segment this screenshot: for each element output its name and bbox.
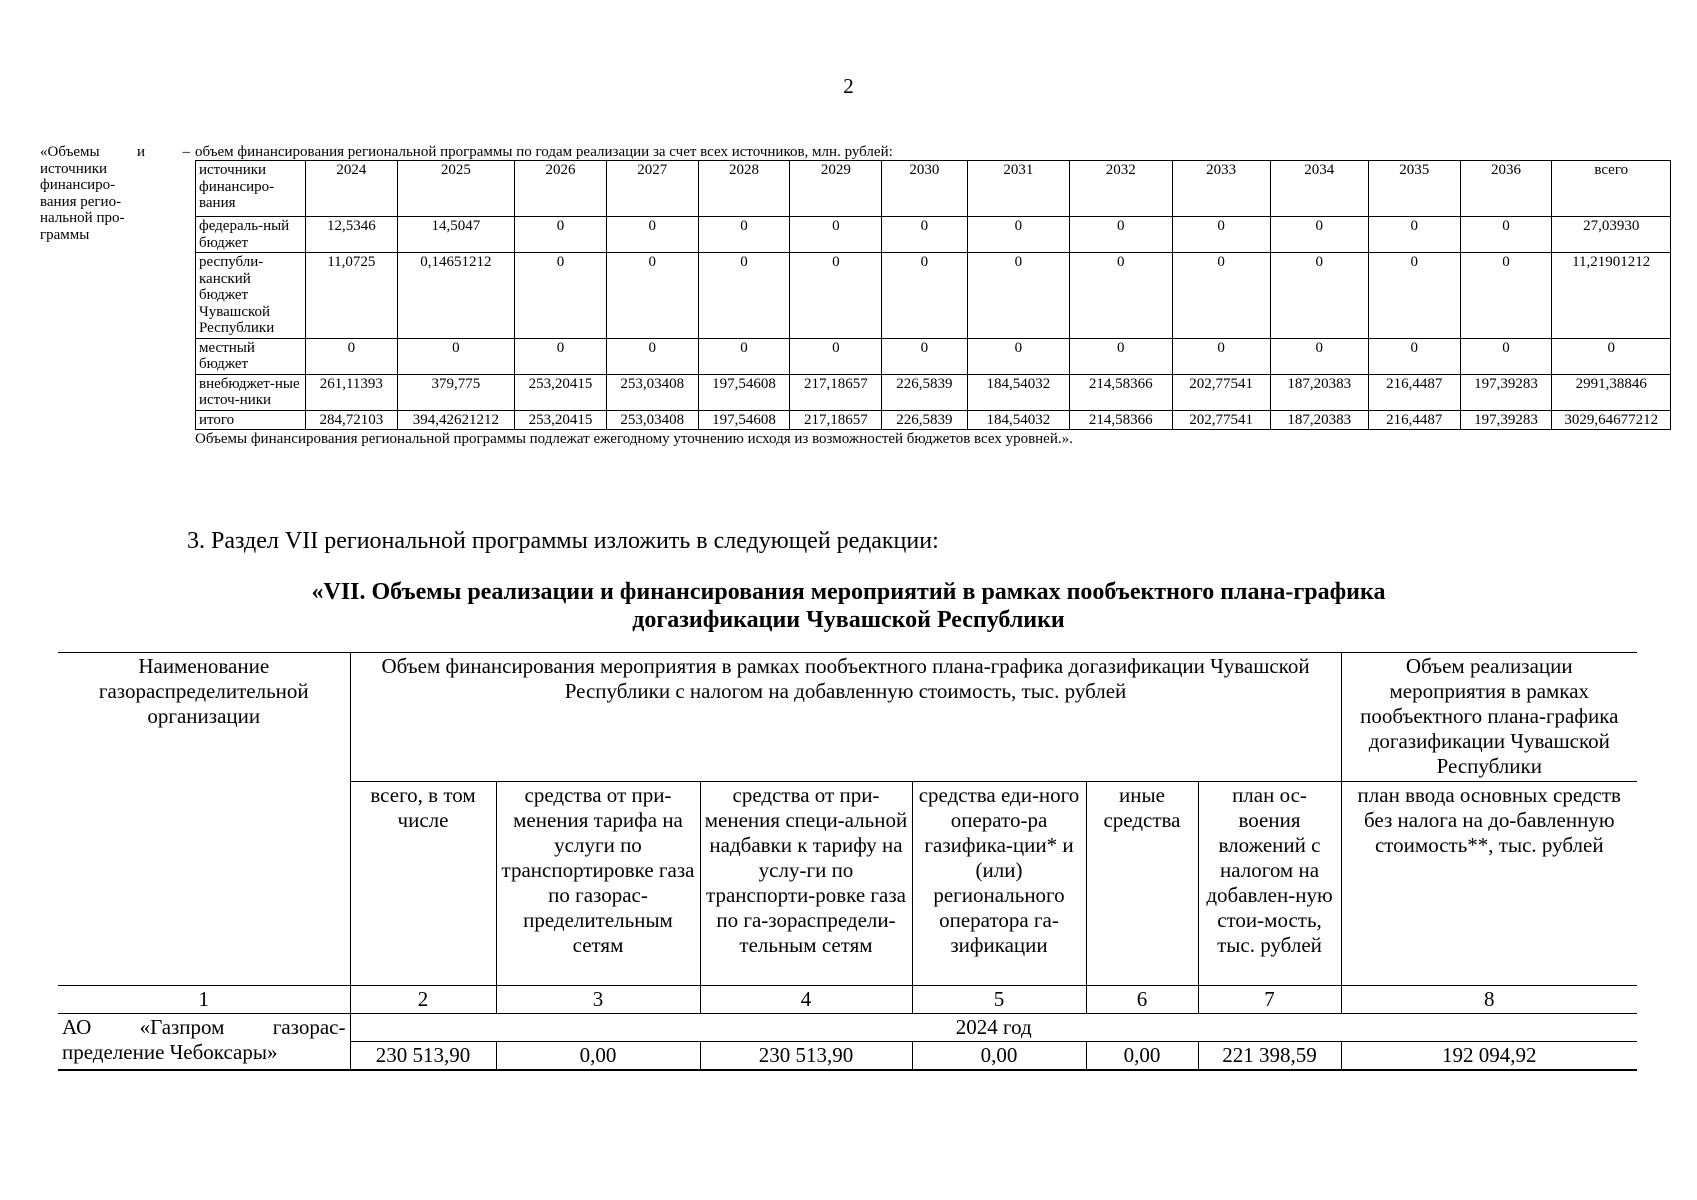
value-cell: 217,18657 bbox=[790, 410, 882, 430]
value-cell: 0 bbox=[967, 338, 1069, 374]
value-cell: 0 bbox=[698, 338, 790, 374]
financing-row-extrabudget bbox=[196, 374, 1671, 410]
value-cell: 0 bbox=[1172, 338, 1270, 374]
financing-table bbox=[195, 160, 1671, 430]
value-cell: 0 bbox=[606, 338, 698, 374]
row-source: федераль-ный бюджет bbox=[196, 217, 306, 253]
value-cell: 0 bbox=[1172, 253, 1270, 339]
row-source: местный бюджет bbox=[196, 338, 306, 374]
value-cell: 0,00 bbox=[912, 1042, 1086, 1071]
row-source: итого bbox=[196, 410, 306, 430]
value-cell: 0 bbox=[790, 253, 882, 339]
value-cell: 0 bbox=[1070, 217, 1172, 253]
value-cell: 197,39283 bbox=[1460, 410, 1552, 430]
header-cell: 2036 bbox=[1460, 161, 1552, 217]
value-cell: 0 bbox=[397, 338, 514, 374]
value-cell: 0 bbox=[1270, 338, 1368, 374]
value-cell: 0 bbox=[1270, 217, 1368, 253]
label-word-volumes: «Объемы bbox=[40, 144, 100, 160]
subheader-commissioning-plan: план ввода основных средств без налога на до-бавленную стоимость**, тыс. рублей bbox=[1341, 782, 1637, 986]
financing-group-header: Объем финансирования мероприятия в рамках пообъектного плана-графика догазификации Чувашской Республики с налогом на добавленную стоимость, тыс. рублей bbox=[350, 653, 1341, 782]
value-cell: 0 bbox=[1368, 217, 1460, 253]
value-cell: 253,20415 bbox=[515, 374, 607, 410]
org-name-line-2: пределение Чебоксары» bbox=[62, 1040, 278, 1064]
value-cell: 0 bbox=[1070, 253, 1172, 339]
org-name-part: «Газпром bbox=[139, 1015, 225, 1039]
value-cell: 261,11393 bbox=[305, 374, 397, 410]
header-cell: 2031 bbox=[967, 161, 1069, 217]
value-cell: 0 bbox=[698, 253, 790, 339]
value-cell: 221 398,59 bbox=[1198, 1042, 1341, 1071]
header-cell: 2035 bbox=[1368, 161, 1460, 217]
header-cell: источники финансиро-вания bbox=[196, 161, 306, 217]
value-cell: 12,5346 bbox=[305, 217, 397, 253]
value-cell: 0 bbox=[305, 338, 397, 374]
label-dash: – bbox=[182, 144, 190, 160]
column-number: 7 bbox=[1198, 986, 1341, 1014]
value-cell: 214,58366 bbox=[1070, 374, 1172, 410]
value-cell: 216,4487 bbox=[1368, 374, 1460, 410]
header-cell: 2026 bbox=[515, 161, 607, 217]
value-cell: 0 bbox=[1368, 253, 1460, 339]
row-source: внебюджет-ные источ-ники bbox=[196, 374, 306, 410]
value-cell: 11,21901212 bbox=[1552, 253, 1671, 339]
value-cell: 216,4487 bbox=[1368, 410, 1460, 430]
value-cell: 0 bbox=[882, 253, 967, 339]
subheader-other: иные средства bbox=[1086, 782, 1198, 986]
value-cell: 202,77541 bbox=[1172, 374, 1270, 410]
header-cell: 2024 bbox=[305, 161, 397, 217]
header-cell: 2028 bbox=[698, 161, 790, 217]
org-name-part: АО bbox=[62, 1015, 92, 1039]
paragraph-3: 3. Раздел VII региональной программы изложить в следующей редакции: bbox=[187, 528, 939, 554]
value-cell: 253,03408 bbox=[606, 374, 698, 410]
header-cell: 2030 bbox=[882, 161, 967, 217]
column-number: 8 bbox=[1341, 986, 1637, 1014]
financing-note: Объемы финансирования региональной программы подлежат ежегодному уточнению исходя из возможностей бюджетов всех уровней.». bbox=[195, 431, 1073, 447]
header-cell: 2027 bbox=[606, 161, 698, 217]
value-cell: 187,20383 bbox=[1270, 374, 1368, 410]
column-number: 3 bbox=[496, 986, 700, 1014]
value-cell: 230 513,90 bbox=[350, 1042, 496, 1071]
page-number: 2 bbox=[843, 74, 854, 98]
value-cell: 11,0725 bbox=[305, 253, 397, 339]
header-cell: 2029 bbox=[790, 161, 882, 217]
financing-block bbox=[195, 144, 1671, 448]
section-title-line-1: «VII. Объемы реализации и финансирования мероприятий в рамках пообъектного плана-графика bbox=[311, 579, 1386, 605]
value-cell: 184,54032 bbox=[967, 374, 1069, 410]
value-cell: 0 bbox=[515, 253, 607, 339]
value-cell: 27,03930 bbox=[1552, 217, 1671, 253]
value-cell: 0 bbox=[1070, 338, 1172, 374]
value-cell: 0 bbox=[606, 253, 698, 339]
value-cell: 0 bbox=[1368, 338, 1460, 374]
value-cell: 14,5047 bbox=[397, 217, 514, 253]
financing-row-total bbox=[196, 410, 1671, 430]
plan-table-wrapper bbox=[58, 652, 1637, 1071]
header-cell: 2032 bbox=[1070, 161, 1172, 217]
value-cell: 0 bbox=[515, 338, 607, 374]
value-cell: 379,775 bbox=[397, 374, 514, 410]
value-cell: 253,03408 bbox=[606, 410, 698, 430]
value-cell: 0 bbox=[515, 217, 607, 253]
value-cell: 0 bbox=[967, 217, 1069, 253]
column-number: 6 bbox=[1086, 986, 1198, 1014]
value-cell: 0 bbox=[1460, 217, 1552, 253]
financing-row-republican bbox=[196, 253, 1671, 339]
label-rest: источники финансиро-вания регио-нальной про-граммы bbox=[40, 160, 125, 243]
value-cell: 2991,38846 bbox=[1552, 374, 1671, 410]
financing-row-federal bbox=[196, 217, 1671, 253]
value-cell: 0 bbox=[882, 338, 967, 374]
value-cell: 217,18657 bbox=[790, 374, 882, 410]
column-number: 1 bbox=[58, 986, 350, 1014]
plan-year-row bbox=[58, 1014, 1637, 1042]
value-cell: 192 094,92 bbox=[1341, 1042, 1637, 1071]
value-cell: 197,39283 bbox=[1460, 374, 1552, 410]
plan-column-numbers-row bbox=[58, 986, 1637, 1014]
column-number: 5 bbox=[912, 986, 1086, 1014]
value-cell: 0 bbox=[1460, 338, 1552, 374]
value-cell: 3029,64677212 bbox=[1552, 410, 1671, 430]
value-cell: 253,20415 bbox=[515, 410, 607, 430]
value-cell: 394,42621212 bbox=[397, 410, 514, 430]
year-label: 2024 год bbox=[350, 1014, 1637, 1042]
value-cell: 0,00 bbox=[496, 1042, 700, 1071]
value-cell: 0 bbox=[967, 253, 1069, 339]
value-cell: 0 bbox=[698, 217, 790, 253]
value-cell: 226,5839 bbox=[882, 374, 967, 410]
value-cell: 0 bbox=[790, 217, 882, 253]
header-cell: 2033 bbox=[1172, 161, 1270, 217]
passport-field-label bbox=[40, 144, 190, 243]
value-cell: 187,20383 bbox=[1270, 410, 1368, 430]
header-cell: 2025 bbox=[397, 161, 514, 217]
subheader-operator: средства еди-ного операто-ра газифика-ции* и (или) регионального оператора га-зификации bbox=[912, 782, 1086, 986]
financing-header-row bbox=[196, 161, 1671, 217]
org-name-line-1 bbox=[62, 1015, 346, 1040]
section-title bbox=[0, 578, 1697, 634]
plan-table bbox=[58, 652, 1637, 1071]
header-cell: 2034 bbox=[1270, 161, 1368, 217]
plan-header-row-1 bbox=[58, 653, 1637, 782]
value-cell: 0 bbox=[882, 217, 967, 253]
value-cell: 0,00 bbox=[1086, 1042, 1198, 1071]
org-name-cell bbox=[58, 1014, 350, 1071]
value-cell: 0 bbox=[1270, 253, 1368, 339]
value-cell: 184,54032 bbox=[967, 410, 1069, 430]
value-cell: 230 513,90 bbox=[700, 1042, 912, 1071]
financing-caption: объем финансирования региональной программы по годам реализации за счет всех источников, млн. рублей: bbox=[195, 144, 893, 160]
value-cell: 0 bbox=[606, 217, 698, 253]
financing-row-local bbox=[196, 338, 1671, 374]
value-cell: 0 bbox=[1172, 217, 1270, 253]
value-cell: 0,14651212 bbox=[397, 253, 514, 339]
row-source: республи-канский бюджет Чувашской Республики bbox=[196, 253, 306, 339]
subheader-tariff: средства от при-менения тарифа на услуги по транспортировке газа по газорас-пределительным сетям bbox=[496, 782, 700, 986]
column-number: 2 bbox=[350, 986, 496, 1014]
value-cell: 0 bbox=[1460, 253, 1552, 339]
value-cell: 0 bbox=[790, 338, 882, 374]
label-word-and: и bbox=[137, 144, 146, 160]
value-cell: 226,5839 bbox=[882, 410, 967, 430]
value-cell: 0 bbox=[1552, 338, 1671, 374]
value-cell: 197,54608 bbox=[698, 374, 790, 410]
org-name-part: газорас- bbox=[272, 1015, 346, 1039]
header-cell: всего bbox=[1552, 161, 1671, 217]
value-cell: 214,58366 bbox=[1070, 410, 1172, 430]
value-cell: 202,77541 bbox=[1172, 410, 1270, 430]
value-cell: 197,54608 bbox=[698, 410, 790, 430]
subheader-surcharge: средства от при-менения специ-альной надбавки к тарифу на услу-ги по транспорти-ровке газа по га-зораспредели-тельным сетям bbox=[700, 782, 912, 986]
section-title-line-2: догазификации Чувашской Республики bbox=[632, 607, 1065, 633]
subheader-total: всего, в том числе bbox=[350, 782, 496, 986]
implementation-group-header: Объем реализации мероприятия в рамках пообъектного плана-графика догазификации Чувашской Республики bbox=[1341, 653, 1637, 782]
column-number: 4 bbox=[700, 986, 912, 1014]
org-column-header: Наименование газораспределительной организации bbox=[58, 653, 350, 986]
value-cell: 284,72103 bbox=[305, 410, 397, 430]
subheader-investment-plan: план ос-воения вложений с налогом на добавлен-ную стои-мость, тыс. рублей bbox=[1198, 782, 1341, 986]
